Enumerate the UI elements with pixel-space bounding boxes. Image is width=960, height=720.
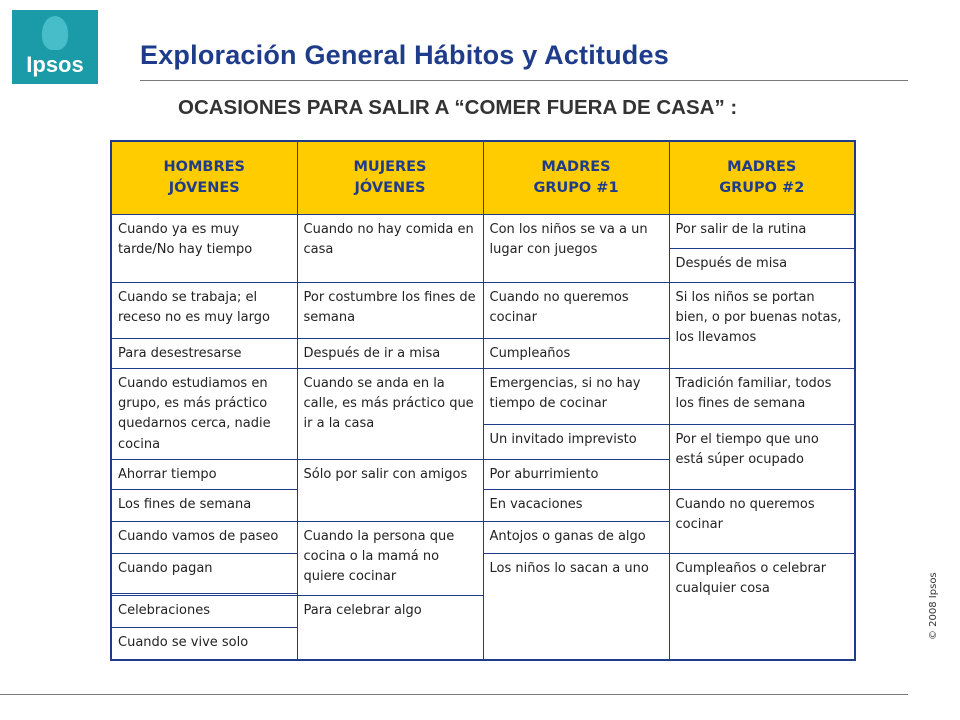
header-line: MADRES — [727, 158, 797, 175]
page-title: Exploración General Hábitos y Actitudes — [140, 40, 669, 70]
table-cell: Antojos o ganas de algo — [483, 521, 669, 553]
table-cell: Para desestresarse — [111, 339, 297, 369]
logo-text: Ipsos — [26, 52, 84, 77]
table-row — [111, 369, 855, 425]
table-cell: Si los niños se portan bien, o por buenas notas, los llevamos — [669, 283, 855, 369]
table-row — [111, 553, 855, 593]
header-madres-grupo-1 — [483, 141, 669, 215]
table-cell: Cuando se anda en la calle, es más práctico que ir a la casa — [297, 369, 483, 460]
header-hombres-jovenes — [111, 141, 297, 215]
table-cell: Cuando la persona que cocina o la mamá no quiere cocinar — [297, 521, 483, 595]
table-cell: Emergencias, si no hay tiempo de cocinar — [483, 369, 669, 425]
table-cell: Cuando vamos de paseo — [111, 521, 297, 553]
table-cell: Cuando ya es muy tarde/No hay tiempo — [111, 215, 297, 283]
header-line: JÓVENES — [168, 180, 240, 196]
table-cell: Los fines de semana — [111, 489, 297, 521]
table-row — [111, 215, 855, 249]
table-cell: Sólo por salir con amigos — [297, 459, 483, 521]
table-cell: Por salir de la rutina — [669, 215, 855, 249]
table-cell: Cuando no queremos cocinar — [669, 489, 855, 553]
header-madres-grupo-2 — [669, 141, 855, 215]
table-cell: Ahorrar tiempo — [111, 459, 297, 489]
ipsos-logo — [12, 10, 98, 84]
title-divider — [140, 80, 908, 81]
table-cell: Después de ir a misa — [297, 339, 483, 369]
table-cell: Los niños lo sacan a uno — [483, 553, 669, 660]
header-line: GRUPO #2 — [719, 180, 805, 196]
table-cell: Celebraciones — [111, 595, 297, 627]
table-cell: Cuando estudiamos en grupo, es más práctico quedarnos cerca, nadie cocina — [111, 369, 297, 460]
table-cell: Cuando no hay comida en casa — [297, 215, 483, 283]
header-line: MUJERES — [353, 158, 427, 175]
header-mujeres-jovenes — [297, 141, 483, 215]
header-line: MADRES — [541, 158, 611, 175]
page-subtitle: OCASIONES PARA SALIR A “COMER FUERA DE CASA” : — [178, 96, 738, 119]
table-cell: Con los niños se va a un lugar con juegos — [483, 215, 669, 283]
table-cell: Cuando se trabaja; el receso no es muy largo — [111, 283, 297, 339]
header-line: GRUPO #1 — [533, 180, 619, 196]
table-cell: Cuando no queremos cocinar — [483, 283, 669, 339]
header-line: JÓVENES — [354, 180, 426, 196]
table-cell: Cuando pagan — [111, 553, 297, 593]
table-cell: En vacaciones — [483, 489, 669, 521]
table-cell: Cuando se vive solo — [111, 627, 297, 660]
copyright-text: © 2008 Ipsos — [928, 572, 939, 640]
footer-divider — [0, 694, 908, 695]
table-cell: Por aburrimiento — [483, 459, 669, 489]
table-row — [111, 283, 855, 339]
head-silhouette-icon — [42, 16, 68, 50]
table-row — [111, 489, 855, 521]
table-cell: Tradición familiar, todos los fines de semana — [669, 369, 855, 425]
table-cell: Para celebrar algo — [297, 595, 483, 660]
table-cell: Por el tiempo que uno está súper ocupado — [669, 425, 855, 490]
table-cell: Por costumbre los fines de semana — [297, 283, 483, 339]
occasions-table — [110, 140, 856, 661]
table-cell: Cumpleaños o celebrar cualquier cosa — [669, 553, 855, 660]
header-line: HOMBRES — [163, 158, 245, 175]
header-row — [111, 141, 855, 215]
table-cell: Cumpleaños — [483, 339, 669, 369]
table-cell: Un invitado imprevisto — [483, 425, 669, 460]
table-cell: Después de misa — [669, 249, 855, 283]
